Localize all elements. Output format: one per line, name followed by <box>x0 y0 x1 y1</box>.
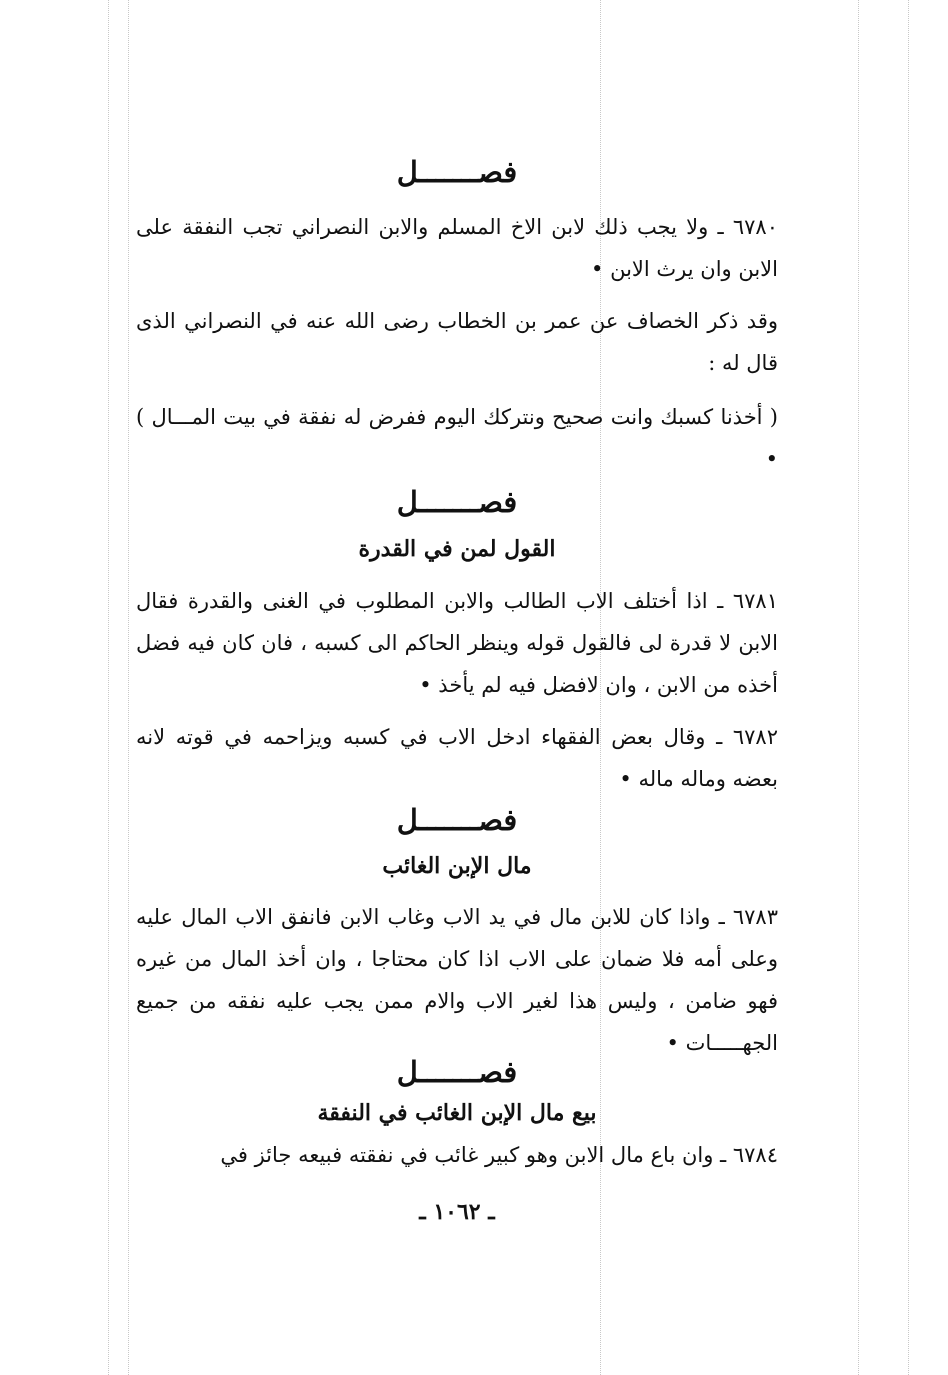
scan-dotted-line <box>908 0 909 1375</box>
section-heading: فصـــــــل <box>396 1055 518 1089</box>
section-heading: فصـــــــل <box>396 155 518 189</box>
paragraph: ٦٧٨٠ ـ ولا يجب ذلك لابن الاخ المسلم والابن النصراني تجب النفقة على الابن وان يرث الابن • <box>136 215 778 281</box>
scan-dotted-line <box>858 0 859 1375</box>
scan-dotted-line <box>108 0 109 1375</box>
paragraph: ٦٧٨٤ ـ وان باع مال الابن وهو كبير غائب في نفقته فبيعه جائز في <box>220 1143 778 1167</box>
section-subheading: مال الإبن الغائب <box>382 853 532 879</box>
page-number: ـ ١٠٦٢ ـ <box>419 1199 495 1225</box>
paragraph: ٦٧٨١ ـ اذا أختلف الاب الطالب والابن المطلوب في الغنى والقدرة فقال الابن لا قدرة لى فالقول قوله وينظر الحاكم الى كسبه ، فان كان فيه فضل أخذه من الابن ، وان لافضل فيه لم يأخذ • <box>136 589 778 697</box>
paragraph: ٦٧٨٢ ـ وقال بعض الفقهاء ادخل الاب في كسبه ويزاحمه في قوته لانه بعضه وماله ماله • <box>136 725 778 791</box>
section-subheading: القول لمن في القدرة <box>358 536 556 562</box>
section-subheading: بيع مال الإبن الغائب في النفقة <box>317 1100 597 1126</box>
scan-dotted-line <box>128 0 129 1375</box>
paragraph: ( أخذنا كسبك وانت صحيح ونتركك اليوم ففرض له نفقة في بيت المـــال ) • <box>136 405 778 471</box>
paragraph: وقد ذكر الخصاف عن عمر بن الخطاب رضى الله عنه في النصراني الذى قال له : <box>136 309 778 375</box>
paragraph: ٦٧٨٣ ـ واذا كان للابن مال في يد الاب وغاب الابن فانفق الاب المال عليه وعلى أمه فلا ضمان على الاب اذا كان محتاجا ، وان أخذ المال من غيره فهو ضامن ، وليس هذا لغير الاب والام ممن يجب عليه نفقه من جميع الجهـــــات • <box>136 905 778 1055</box>
section-heading: فصـــــــل <box>396 485 518 519</box>
section-heading: فصـــــــل <box>396 803 518 837</box>
